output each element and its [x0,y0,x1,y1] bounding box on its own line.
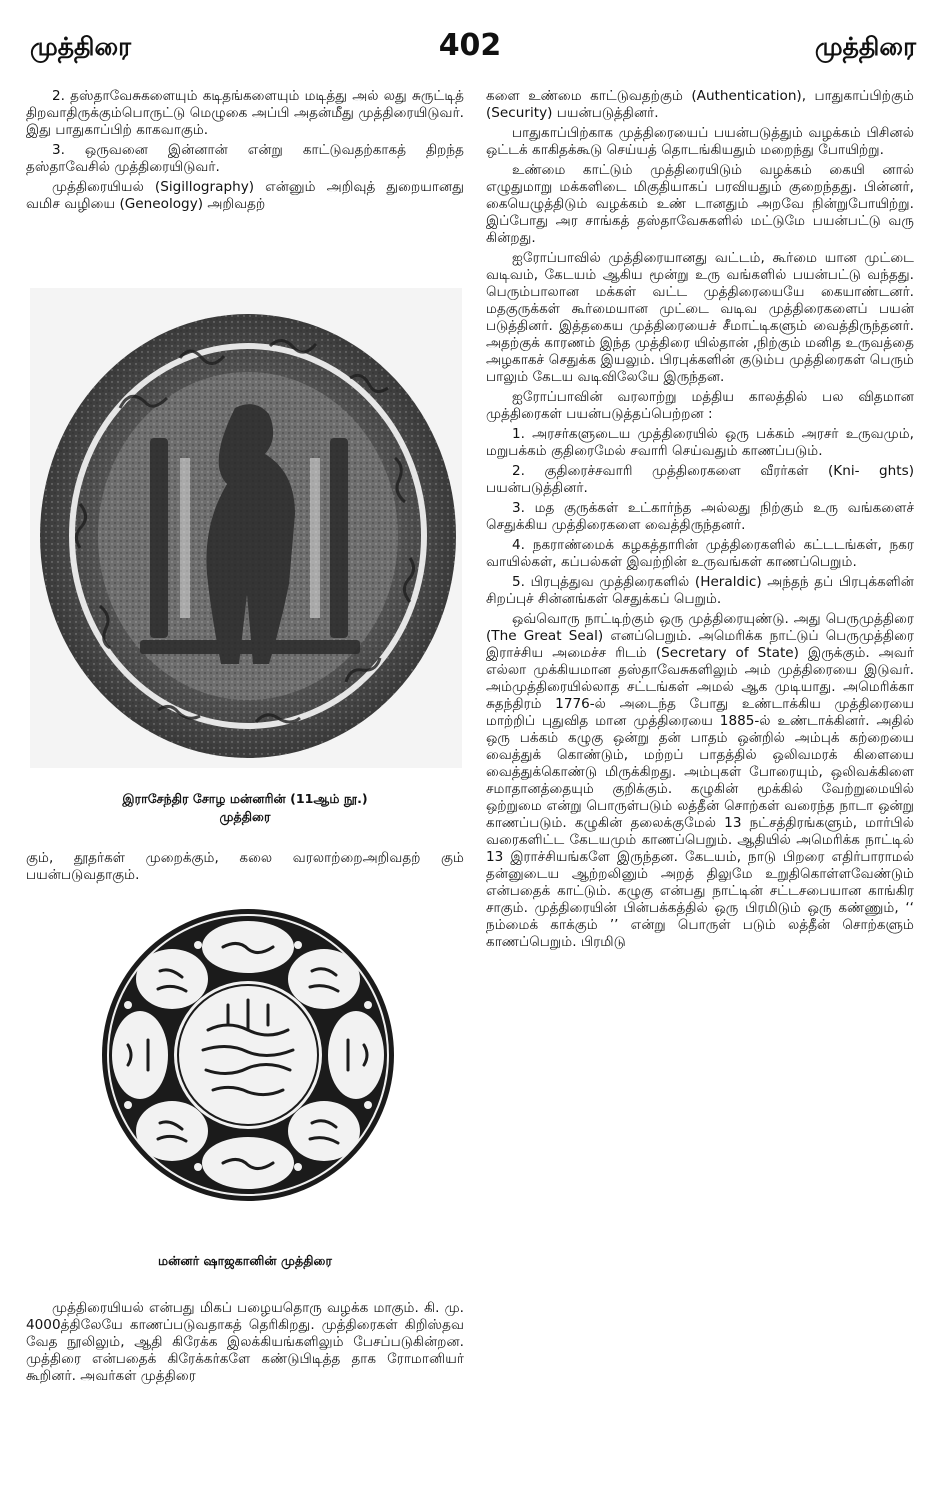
paragraph: உண்மை காட்டும் முத்திரையிடும் வழக்கம் கையி னால் எழுதுமாறு மக்களிடை மிகுதியாகப் பரவியதும் குறைந்தது. பின்னர், கையெழுத்திடும் வழக்கம் உண் டானதும் அறவே நின்றுபோயிற்று. இப்போது அர சாங்கத் தஸ்தாவேசுகளில் மட்டுமே பயன்பட்டு வரு கின்றது. [486,162,914,246]
list-item: 5. பிரபுத்துவ முத்திரைகளில் (Heraldic) அந்தந் தப் பிரபுக்களின் சிறப்புச் சின்னங்கள் செதுக்கப் பெறும். [486,574,914,607]
paragraph: ஐரோப்பாவில் முத்திரையானது வட்டம், கூர்மை யான முட்டை வடிவம், கேடயம் ஆகிய மூன்று உரு வங்களில் பயன்பட்டு வந்தது. பெரும்பாலான மக்கள் வட்ட முத்திரையையே கையாண்டனர். மதகுருக்கள் கூர்மையான முட்டை வடிவ முத்திரைகளைப் பயன் படுத்தினர். இத்தகைய முத்திரையைச் சீமாட்டிகளும் வைத்திருந்தனர். அதற்குக் காரணம் இந்த முத்திரை யில்தான் ,நிற்கும் மனித உருவத்தை அழகாகச் செதுக்க இயலும். பிரபுக்களின் குடும்ப முத்திரைகள் பெரும் பாலும் கேடய வடிவிலேயே இருந்தன. [486,250,914,385]
figure-caption [26,790,464,826]
figure-caption: மன்னர் ஷாஜகானின் முத்திரை [158,1253,332,1268]
shahjahan-seal-figure [98,905,398,1205]
page-number: 402 [438,28,502,63]
paragraph: ஒவ்வொரு நாட்டிற்கும் ஒரு முத்திரையுண்டு. அது பெருமுத்திரை (The Great Seal) எனப்பெறும். அமெரிக்க நாட்டுப் பெருமுத்திரை இராச்சிய அமைச்ச ரிடம் (Secretary of State) இருக்கும். அவர் எல்லா முக்கியமான தஸ்தாவேசுகளிலும் அம் முத்திரையை இடுவர். அம்முத்திரையில்லாத சட்டங்கள் அமல் ஆக முடியாது. அமெரிக்கா சுதந்திரம் 1776-ல் அடைந்த போது உண்டாக்கிய முத்திரையை மாற்றிப் புதுவித மான முத்திரையை 1885-ல் உண்டாக்கினர். அதில் ஒரு பக்கம் கழுகு ஒன்று தன் பாதம் ஒன்றில் அம்புக் கற்றையை வைத்துக் கொண்டும், மற்றப் பாதத்தில் ஒலிவமரக் கிளையை வைத்துக்கொண்டு மிருக்கிறது. அம்புகள் போரையும், ஒலிவக்கிளை சமாதானத்தையும் குறிக்கும். கழுகின் மூக்கில் வேற்றுமையில் ஒற்றுமை என்று பொருள்படும் லத்தீன் சொற்கள் வரைந்த நாடா ஒன்று காணப்படும். கழுகின் தலைக்குமேல் 13 நட்சத்திரங்களும், மார்பில் வரைகளிட்ட கேடயமும் காணப்பெறும். ஆதியில் அமெரிக்க நாட்டில் 13 இராச்சியங்களே இருந்தன. கேடயம், நாடு பிறரை எதிர்பாராமல் தன்னுடைய ஆற்றலினும் அறத் திலுமே உறுதிகொள்ளவேண்டும் என்பதைக் காட்டும். கழுகு என்பது நாட்டின் சட்டசபையான காங்கிர சாகும். முத்திரையின் பின்பக்கத்தில் ஒரு பிரமிடும் ஒரு கண்ணும், ‘‘ நம்மைக் காக்கும் ’’ என்று பொருள் படும் லத்தீன் சொற்களும் காணப்பெறும். பிரமிடு [486,611,914,950]
paragraph: 2. தஸ்தாவேசுகளையும் கடிதங்களையும் மடித்து அல் லது சுருட்டித் திறவாதிருக்கும்பொருட்டு மெழுகை அப்பி அதன்மீது முத்திரையிடுவர். இது பாதுகாப்பிற் காகவாகும். [26,88,464,138]
chola-seal-image [30,288,462,768]
chola-seal-figure [30,288,462,768]
running-head-left: முத்திரை [30,32,132,61]
list-item: 2. குதிரைச்சவாரி முத்திரைகளை வீரர்கள் (Kni- ghts) பயன்படுத்தினர். [486,463,914,496]
paragraph: களை உண்மை காட்டுவதற்கும் (Authentication), பாதுகாப்பிற்கும் (Security) பயன்படுத்தினர். [486,88,914,121]
paragraph: பாதுகாப்பிற்காக முத்திரையைப் பயன்படுத்தும் வழக்கம் பிசினல் ஒட்டக் காகிதக்கூடு செய்யத் தொடங்கியதும் மறைந்து போயிற்று. [486,125,914,158]
paragraph: ஐரோப்பாவின் வரலாற்று மத்திய காலத்தில் பல விதமான முத்திரைகள் பயன்படுத்தப்பெற்றன : [486,389,914,422]
paragraph: 3. ஒருவனை இன்னான் என்று காட்டுவதற்காகத் திறந்த தஸ்தாவேசில் முத்திரையிடுவர். [26,142,464,175]
right-column-text [486,88,914,954]
running-head-right: முத்திரை [814,32,916,61]
shahjahan-seal-image [98,905,398,1205]
caption-line: முத்திரை [219,809,271,824]
list-item: 4. நகராண்மைக் கழகத்தாரின் முத்திரைகளில் கட்டடங்கள், நகர வாயில்கள், கப்பல்கள் இவற்றின் உருவங்கள் காணப்பெறும். [486,537,914,570]
caption-line: இராசேந்திர சோழ மன்னரின் (11ஆம் நூ.) [122,791,368,806]
list-item: 1. அரசர்களுடைய முத்திரையில் ஒரு பக்கம் அரசர் உருவமும், மறுபக்கம் குதிரைமேல் சவாரி செய்வதும் காணப்படும். [486,426,914,459]
left-column-mid-text [26,850,464,887]
list-item: 3. மத குருக்கள் உட்கார்ந்த அல்லது நிற்கும் உரு வங்களைச் செதுக்கிய முத்திரைகளை வைத்திருந்தனர். [486,500,914,533]
paragraph: முத்திரையியல் என்பது மிகப் பழையதொரு வழக்க மாகும். கி. மு. 4000த்திலேயே காணப்படுவதாகத் தெரிகிறது. முத்திரைகள் கிறிஸ்தவ வேத நூலிலும், ஆதி கிரேக்க இலக்கியங்களிலும் பேசப்படுகின்றன. முத்திரை என்பதைக் கிரேக்கர்களே கண்டுபிடித்த தாக ரோமானியர் கூறினர். அவர்கள் முத்திரை [26,1300,464,1384]
paragraph: முத்திரையியல் (Sigillography) என்னும் அறிவுத் துறையானது வமிச வழியை (Geneology) அறிவதற் [26,179,464,212]
left-column-top-text [26,88,464,216]
left-column-bottom-text [26,1300,464,1388]
paragraph: கும், தூதர்கள் முறைக்கும், கலை வரலாற்றைஅறிவதற் கும் பயன்படுவதாகும். [26,850,464,883]
